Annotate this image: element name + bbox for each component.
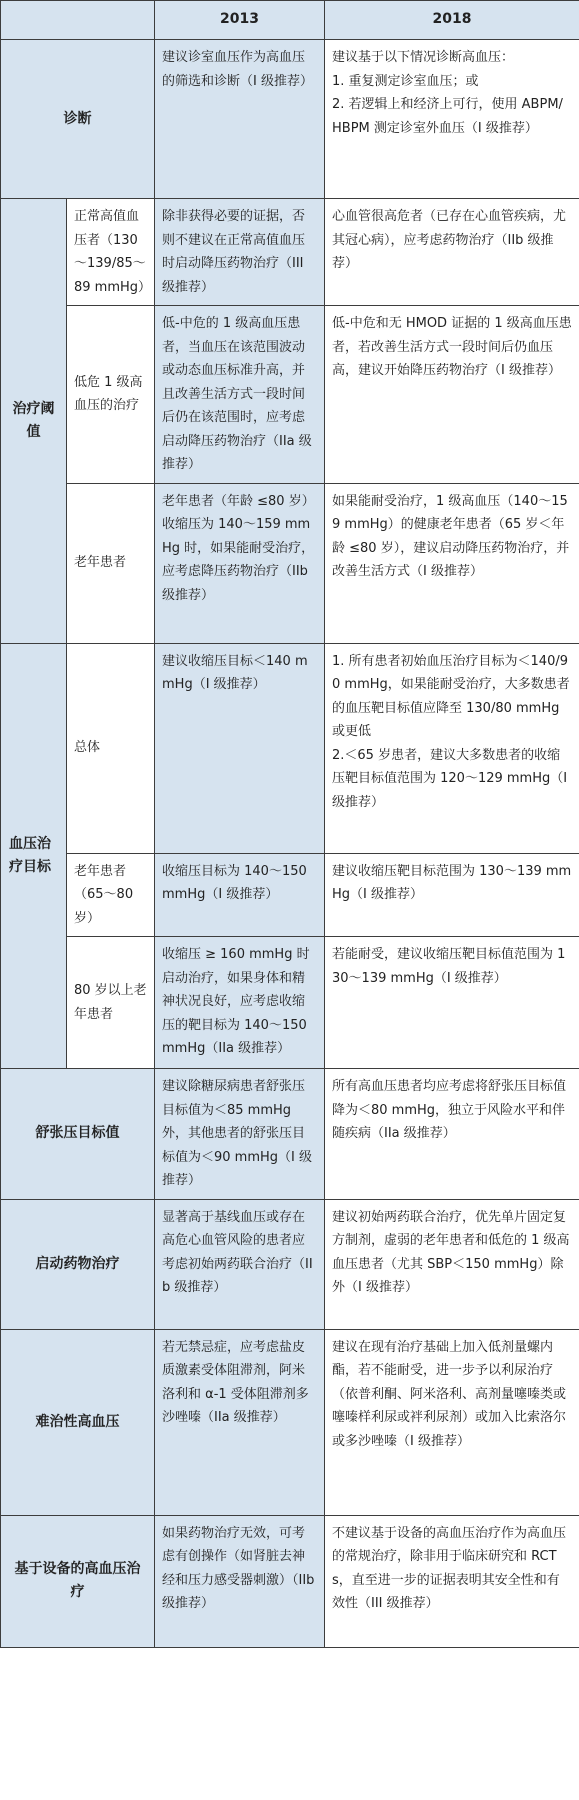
- row-threshold-high-normal: [1, 199, 579, 306]
- diagnosis-2018-text: 建议基于以下情况诊断高血压： 1. 重复测定诊室血压；或 2. 若逻辑上和经济上可行，使用 ABPM/HBPM 测定诊室外血压（I 级推荐）: [332, 50, 563, 136]
- cell-dbp-2013: 建议除糖尿病患者舒张压目标值为＜85 mmHg 外，其他患者的舒张压目标值为＜90 mmHg（I 级推荐）: [155, 1069, 325, 1200]
- cell-diagnosis-2018: [325, 40, 579, 199]
- category-bp-target: 血压治疗目标: [1, 643, 67, 1069]
- cell-device-2013: 如果药物治疗无效，可考虑有创操作（如肾脏去神经和压力感受器刺激）（IIb 级推荐）: [155, 1515, 325, 1647]
- cell-elderly-2018: 如果能耐受治疗，1 级高血压（140～159 mmHg）的健康老年患者（65 岁＜年龄 ≤80 岁），建议启动降压药物治疗，并改善生活方式（I 级推荐）: [325, 483, 579, 643]
- category-dbp-target: 舒张压目标值: [1, 1069, 155, 1200]
- row-threshold-low-risk: [1, 306, 579, 484]
- subcat-elderly: 老年患者: [67, 483, 155, 643]
- row-initial-drug: [1, 1199, 579, 1329]
- row-diagnosis: [1, 40, 579, 199]
- row-target-over-80: [1, 937, 579, 1069]
- cell-high-normal-2018: 心血管很高危者（已存在心血管疾病，尤其冠心病），应考虑药物治疗（IIb 级推荐）: [325, 199, 579, 306]
- header-2018: 2018: [325, 1, 579, 40]
- row-threshold-elderly: [1, 483, 579, 643]
- cell-overall-2013: 建议收缩压目标＜140 mmHg（I 级推荐）: [155, 643, 325, 853]
- cell-initial-drug-2018: 建议初始两药联合治疗，优先单片固定复方制剂，虚弱的老年患者和低危的 1 级高血压患者（尤其 SBP＜150 mmHg）除外（I 级推荐）: [325, 1199, 579, 1329]
- cell-resistant-2013: 若无禁忌症，应考虑盐皮质激素受体阻滞剂，阿米洛利和 α-1 受体阻滞剂多沙唑嗪（IIa 级推荐）: [155, 1329, 325, 1515]
- category-device: 基于设备的高血压治疗: [1, 1515, 155, 1647]
- cell-over-80-2013: 收缩压 ≥ 160 mmHg 时启动治疗，如果身体和精神状况良好，应考虑收缩压的靶目标为 140～150 mmHg（IIa 级推荐）: [155, 937, 325, 1069]
- cell-resistant-2018: 建议在现有治疗基础上加入低剂量螺内酯，若不能耐受，进一步予以利尿治疗（依普利酮、阿米洛利、高剂量噻嗪类或噻嗪样利尿或袢利尿剂）或加入比索洛尔或多沙唑嗪（I 级推荐）: [325, 1329, 579, 1515]
- category-resistant: 难治性高血压: [1, 1329, 155, 1515]
- row-target-elderly: [1, 853, 579, 937]
- overall-2018-text: 1. 所有患者初始血压治疗目标为＜140/90 mmHg，如果能耐受治疗，大多数患者的血压靶目标值应降至 130/80 mmHg 或更低 2.＜65 岁患者，建议大多数患者的收缩压靶目标值范围为 120～129 mmHg（I 级推荐）: [332, 653, 570, 810]
- cell-dbp-2018: 所有高血压患者均应考虑将舒张压目标值降为＜80 mmHg，独立于风险水平和伴随疾病（IIa 级推荐）: [325, 1069, 579, 1200]
- subcat-overall: 总体: [67, 643, 155, 853]
- category-diagnosis: 诊断: [1, 40, 155, 199]
- cell-over-80-2018: 若能耐受，建议收缩压靶目标值范围为 130～139 mmHg（I 级推荐）: [325, 937, 579, 1069]
- cell-elderly-2013: 老年患者（年龄 ≤80 岁）收缩压为 140～159 mmHg 时，如果能耐受治疗，应考虑降压药物治疗（IIb 级推荐）: [155, 483, 325, 643]
- row-dbp-target: [1, 1069, 579, 1200]
- subcat-high-normal: 正常高值血压者（130～139/85～89 mmHg）: [67, 199, 155, 306]
- cell-high-normal-2013: 除非获得必要的证据，否则不建议在正常高值血压时启动降压药物治疗（III 级推荐）: [155, 199, 325, 306]
- category-initial-drug: 启动药物治疗: [1, 1199, 155, 1329]
- subcat-elderly-65-80: 老年患者（65～80 岁）: [67, 853, 155, 937]
- subcat-low-risk: 低危 1 级高血压的治疗: [67, 306, 155, 484]
- row-device: [1, 1515, 579, 1647]
- cell-low-risk-2018: 低-中危和无 HMOD 证据的 1 级高血压患者，若改善生活方式一段时间后仍血压高，建议开始降压药物治疗（I 级推荐）: [325, 306, 579, 484]
- cell-elderly-65-80-2013: 收缩压目标为 140～150 mmHg（I 级推荐）: [155, 853, 325, 937]
- subcat-over-80: 80 岁以上老年患者: [67, 937, 155, 1069]
- header-corner-cell: [1, 1, 155, 40]
- header-2013: 2013: [155, 1, 325, 40]
- cell-device-2018: 不建议基于设备的高血压治疗作为高血压的常规治疗，除非用于临床研究和 RCTs，直至进一步的证据表明其安全性和有效性（III 级推荐）: [325, 1515, 579, 1647]
- cell-overall-2018: [325, 643, 579, 853]
- category-threshold: 治疗阈值: [1, 199, 67, 644]
- cell-diagnosis-2013: 建议诊室血压作为高血压的筛选和诊断（I 级推荐）: [155, 40, 325, 199]
- row-resistant: [1, 1329, 579, 1515]
- cell-elderly-65-80-2018: 建议收缩压靶目标范围为 130～139 mmHg（I 级推荐）: [325, 853, 579, 937]
- cell-initial-drug-2013: 显著高于基线血压或存在高危心血管风险的患者应考虑初始两药联合治疗（IIb 级推荐）: [155, 1199, 325, 1329]
- cell-low-risk-2013: 低-中危的 1 级高血压患者，当血压在该范围波动或动态血压标准升高，并且改善生活方式一段时间后仍在该范围时，应考虑启动降压药物治疗（IIa 级推荐）: [155, 306, 325, 484]
- header-row: [1, 1, 579, 40]
- row-target-overall: [1, 643, 579, 853]
